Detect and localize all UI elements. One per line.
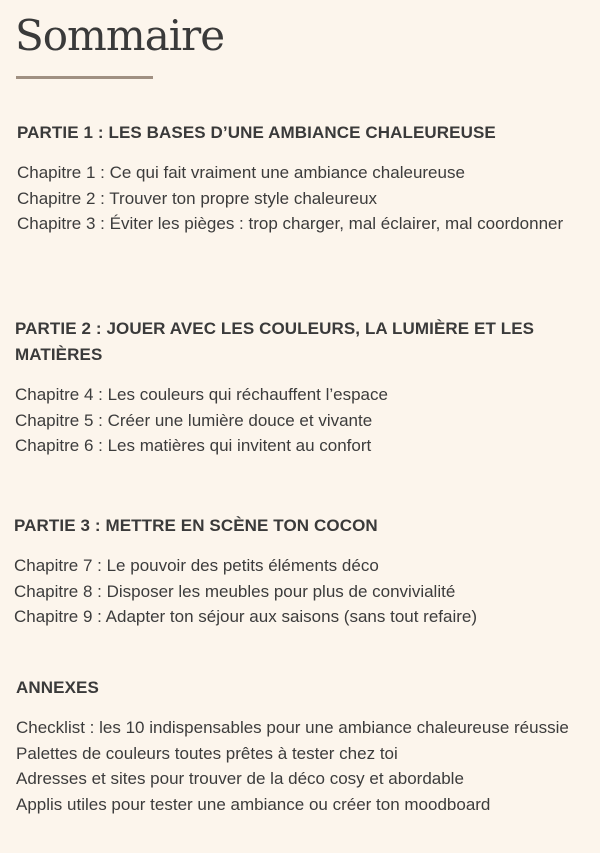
annex-item: Adresses et sites pour trouver de la déco cosy et abordable	[16, 769, 464, 788]
section-heading: ANNEXES	[16, 678, 99, 697]
section-partie-3	[14, 513, 584, 630]
chapter-list	[17, 160, 587, 237]
chapter-item: Chapitre 1 : Ce qui fait vraiment une ambiance chaleureuse	[17, 163, 465, 182]
annex-item: Applis utiles pour tester une ambiance ou créer ton moodboard	[16, 794, 491, 814]
title-underline	[16, 76, 153, 79]
chapter-item: Chapitre 9 : Adapter ton séjour aux saisons (sans tout refaire)	[14, 607, 478, 626]
chapter-item: Chapitre 5 : Créer une lumière douce et vivante	[15, 410, 373, 430]
section-partie-2	[15, 316, 585, 459]
annex-item: Palettes de couleurs toutes prêtes à tester chez toi	[16, 743, 398, 763]
annex-list	[16, 715, 586, 817]
section-partie-1	[17, 120, 587, 237]
chapter-list	[14, 553, 584, 630]
section-annexes	[16, 675, 586, 817]
chapter-item: Chapitre 7 : Le pouvoir des petits éléments déco	[14, 556, 379, 575]
section-heading: PARTIE 1 : LES BASES D’UNE AMBIANCE CHALEUREUSE	[17, 123, 496, 142]
annex-item: Checklist : les 10 indispensables pour une ambiance chaleureuse réussie	[16, 718, 569, 737]
chapter-item: Chapitre 2 : Trouver ton propre style chaleureux	[17, 188, 378, 208]
section-heading: PARTIE 2 : JOUER AVEC LES COULEURS, LA LUMIÈRE ET LES MATIÈRES	[15, 319, 535, 364]
chapter-item: Chapitre 3 : Éviter les pièges : trop charger, mal éclairer, mal coordonner	[17, 214, 564, 233]
section-heading: PARTIE 3 : METTRE EN SCÈNE TON COCON	[14, 516, 378, 535]
chapter-list	[15, 382, 585, 459]
chapter-item: Chapitre 8 : Disposer les meubles pour plus de convivialité	[14, 581, 456, 601]
page-title: Sommaire	[15, 11, 225, 60]
chapter-item: Chapitre 4 : Les couleurs qui réchauffent l’espace	[15, 385, 388, 404]
chapter-item: Chapitre 6 : Les matières qui invitent au confort	[15, 436, 372, 455]
